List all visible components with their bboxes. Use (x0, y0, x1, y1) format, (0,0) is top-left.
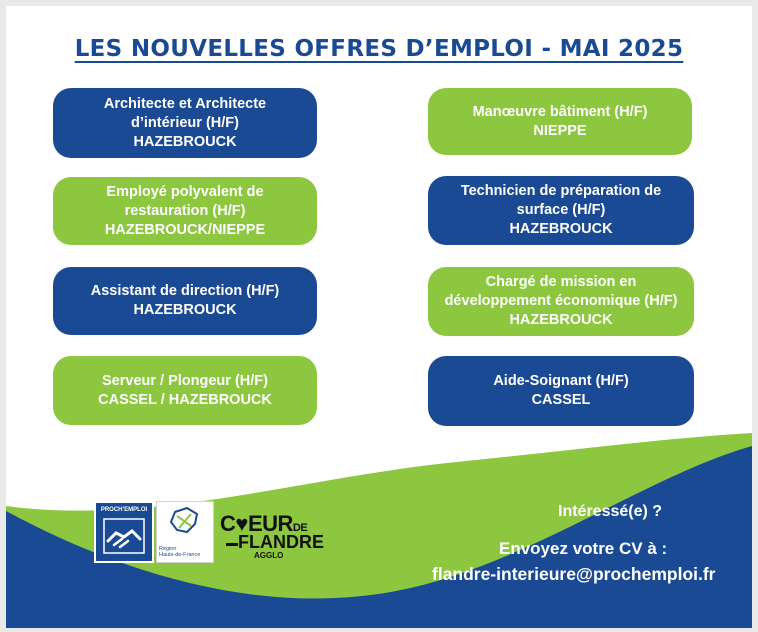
coeur-de-flandre-logo (220, 511, 340, 561)
region-logo-line: Région (159, 546, 177, 552)
prochemploi-logo-label: PROCH’EMPLOI (100, 507, 148, 513)
job-offer-card[interactable] (428, 356, 694, 426)
job-offer-card[interactable] (53, 267, 317, 335)
job-location: CASSEL / HAZEBROUCK (98, 391, 272, 408)
job-offer-card[interactable] (428, 267, 694, 336)
job-title-line: Architecte et Architecte (103, 95, 267, 112)
job-title-line: d’intérieur (H/F) (131, 114, 239, 131)
contact-instruction: Envoyez votre CV à : (499, 539, 668, 558)
region-logo-line: Hauts-de-France (159, 552, 201, 558)
agglo-logo-line: AGGLO (254, 551, 284, 560)
job-location: NIEPPE (533, 122, 587, 139)
job-location: HAZEBROUCK/NIEPPE (104, 221, 266, 238)
contact-question: Intéressé(e) ? (558, 503, 663, 520)
job-title-line: surface (H/F) (516, 202, 606, 218)
job-location: HAZEBROUCK (509, 221, 613, 237)
job-title-line: Employé polyvalent de (106, 183, 264, 200)
handshake-icon (96, 503, 152, 559)
page-title: LES NOUVELLES OFFRES D’EMPLOI - MAI 2025 (74, 36, 684, 62)
region-logo-label (159, 546, 213, 558)
job-offer-card[interactable] (428, 88, 692, 155)
prochemploi-logo (94, 501, 154, 563)
job-title-line: Serveur / Plongeur (H/F) (102, 372, 268, 389)
flandre-logo-line: FLANDRE (238, 532, 324, 552)
job-offer-card[interactable] (53, 356, 317, 425)
job-title-line: Manœuvre bâtiment (H/F) (472, 103, 648, 120)
job-title-line: Assistant de direction (H/F) (90, 283, 280, 299)
coeur-logo-line: C♥EURDE (220, 511, 308, 536)
job-title-line: Chargé de mission en (485, 274, 637, 290)
job-offer-card[interactable] (53, 177, 317, 245)
job-title-line: restauration (H/F) (124, 202, 246, 219)
job-location: CASSEL (531, 392, 591, 408)
job-title-line: Aide-Soignant (H/F) (493, 373, 629, 389)
job-offer-card[interactable] (53, 88, 317, 158)
job-location: HAZEBROUCK (133, 133, 237, 150)
job-location: HAZEBROUCK (133, 302, 237, 318)
hauts-de-france-region-logo (156, 501, 214, 563)
job-offer-card[interactable] (428, 176, 694, 245)
region-map-icon (157, 502, 213, 546)
poster (6, 6, 752, 628)
contact-email-link[interactable]: flandre-interieure@prochemploi.fr (432, 564, 716, 584)
job-title-line: développement économique (H/F) (444, 293, 678, 309)
job-title-line: Technicien de préparation de (460, 183, 662, 199)
job-location: HAZEBROUCK (509, 312, 613, 328)
